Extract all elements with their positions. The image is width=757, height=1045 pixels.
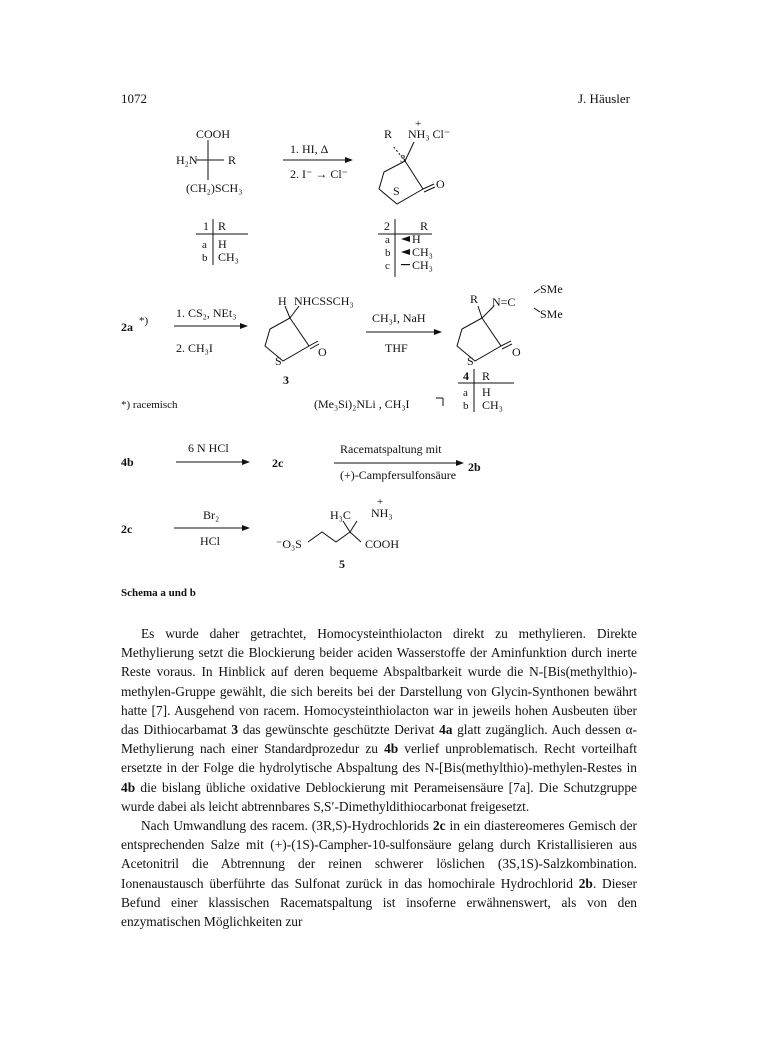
start-compound-2a: 2a — [121, 320, 133, 334]
reaction3-condition: 6 N HCl — [188, 441, 229, 455]
reaction2-condition-1: 1. CS₂, NEt₃ — [176, 306, 237, 320]
body-text — [121, 624, 637, 931]
text-run: Es wurde daher getrachtet, Homocysteinthiolacton direkt zu methylieren. Direkte Methylierung setzt die Blockierung beider aciden Wasserstoffe der Aminfunktion durch inerte Reste voraus. In Hinblick auf deren bequeme Abspaltbarkeit wurde die N-[Bis(methylthio)-methylen-Gruppe gewählt, die sich bereits bei der Darstellung von Glycin-Synthonen bewährt hatte [7]. Ausgehend von racem. Homocysteinthiolacton war in jeweils hohen Ausbeuten über das Dithiocarbamat — [121, 626, 637, 738]
text-run: . Dieser Befund einer klassischen Racematspaltung ist insoferne erwähnenswert, als von den enzymatischen Möglichkeiten zur — [121, 875, 637, 930]
reaction3-start-4b: 4b — [121, 455, 134, 469]
table2-head-number: 2 — [384, 219, 390, 233]
table2-row-id: a — [385, 234, 390, 246]
reactant-cooh: COOH — [196, 127, 231, 141]
reaction4-condition-bottom: HCl — [200, 534, 221, 548]
page-number: 1072 — [121, 91, 147, 106]
running-header-author: J. Häusler — [578, 91, 630, 106]
compound4-sulfur: S — [467, 354, 474, 368]
table4-row-value: CH₃ — [482, 398, 503, 412]
table2-row-id: b — [385, 247, 391, 259]
product2-amine: NH₃ Cl⁻ — [408, 127, 451, 141]
compound3-number: 3 — [283, 373, 289, 387]
reactant-r: R — [228, 153, 237, 167]
compound-ref: 2c — [432, 818, 446, 834]
compound4-r: R — [470, 292, 479, 306]
table4-head-number: 4 — [463, 369, 469, 383]
compound5-sulfonate: ⁻O₃S — [276, 537, 302, 551]
compound-ref: 2b — [578, 875, 593, 891]
reaction1-condition-1: 1. HI, Δ — [290, 142, 329, 156]
text-run: die bislang übliche oxidative Deblockierung mit Perameisensäure [7a]. Die Schutzgruppe wurde dabei als leicht abtrennbares S,S′-Dimethyldithiocarbonat freigesetzt. — [121, 779, 637, 814]
table2-row-value: CH₃ — [412, 245, 433, 259]
compound4-oxygen: O — [512, 345, 521, 359]
paragraph-1 — [121, 624, 637, 816]
compound-ref: 4b — [384, 741, 399, 757]
compound5-amine: NH₃ — [371, 506, 393, 520]
reaction2-condition-2: 2. CH₃I — [176, 341, 213, 355]
table4-row-value: H — [482, 385, 491, 399]
table1-head-number: 1 — [203, 219, 209, 233]
reaction2-condition-4: THF — [385, 341, 408, 355]
reaction3-product-2c: 2c — [272, 456, 284, 470]
compound3-sulfur: S — [275, 354, 282, 368]
reactant-amine: H₂N — [176, 153, 198, 167]
resolution-condition-top: Racematspaltung mit — [340, 442, 442, 456]
reaction1-condition-2: 2. I⁻ → Cl⁻ — [290, 167, 349, 181]
compound5-acid: COOH — [365, 537, 400, 551]
reaction2-condition-3: CH₃I, NaH — [372, 311, 426, 325]
text-run: das gewünschte geschützte Derivat — [238, 722, 440, 738]
table1-head-r: R — [218, 219, 227, 233]
reactant-side-chain: (CH₂)SCH₃ — [186, 181, 243, 195]
product2-locant: 3 — [400, 153, 406, 165]
paragraph-2 — [121, 816, 637, 931]
product2-sulfur: S — [393, 184, 400, 198]
table4-row-id: b — [463, 400, 469, 412]
reaction4-start-2c: 2c — [121, 522, 133, 536]
table4-head-r: R — [482, 369, 491, 383]
resolution-condition-bottom: (+)-Campfersulfonsäure — [340, 468, 457, 482]
footnote-marker: *) — [139, 315, 149, 327]
compound3-oxygen: O — [318, 345, 327, 359]
table1-row-value: H — [218, 237, 227, 251]
compound-ref: 4b — [121, 779, 136, 795]
compound4-sme-bottom: SMe — [540, 307, 563, 321]
product2-oxygen: O — [436, 177, 445, 191]
compound4-sme-top: SMe — [540, 282, 563, 296]
table2-head-r: R — [420, 219, 429, 233]
compound3-h: H — [278, 294, 287, 308]
table2-row-id: c — [385, 260, 390, 272]
text-run: Nach Umwandlung des racem. (3R,S)-Hydrochlorids — [141, 818, 433, 834]
table1-row-id: a — [202, 239, 207, 251]
compound5-methyl: H₃C — [330, 508, 351, 522]
compound5-charge: + — [377, 496, 384, 508]
table2-row-value: CH₃ — [412, 258, 433, 272]
table4-row-id: a — [463, 387, 468, 399]
product2-r: R — [384, 127, 393, 141]
compound-ref: 4a — [439, 722, 453, 738]
alternative-conditions: (Me₃Si)₂NLi , CH₃I — [314, 397, 410, 411]
text-run: verlief unproblematisch. Recht vorteilhaft ersetzte in der Folge die hydrolytische Abspaltung des N-[Bis(methylthio)-methylen-Restes in — [121, 741, 638, 776]
table1-row-id: b — [202, 252, 208, 264]
table1-row-value: CH₃ — [218, 250, 239, 264]
table2-row-value: H — [412, 232, 421, 246]
text-run: glatt zugänglich. Auch dessen α-Methylierung nach einer Standardprozedur zu — [121, 722, 637, 757]
reaction4-condition-top: Br₂ — [203, 508, 220, 522]
compound4-group: N=C — [492, 295, 516, 309]
scheme-caption: Schema a und b — [121, 587, 196, 599]
compound3-group: NHCSSCH₃ — [294, 294, 354, 308]
product2-charge: + — [415, 118, 422, 130]
compound5-number: 5 — [339, 557, 345, 571]
compound-ref: 3 — [231, 722, 239, 738]
footnote-racemic: *) racemisch — [121, 399, 178, 411]
reaction3-final-2b: 2b — [468, 460, 481, 474]
text-run: in ein diastereomeres Gemisch der entsprechenden Salze mit (+)-(1S)-Campher-10-sulfonsäure gelang durch Kristallisieren aus Acetonitril die Abtrennung der reinen schwerer löslichen (3S,1S)-Salzkombination. Ionenaustausch überführte das Sulfonat zurück in das homochirale Hydrochlorid — [121, 818, 637, 891]
